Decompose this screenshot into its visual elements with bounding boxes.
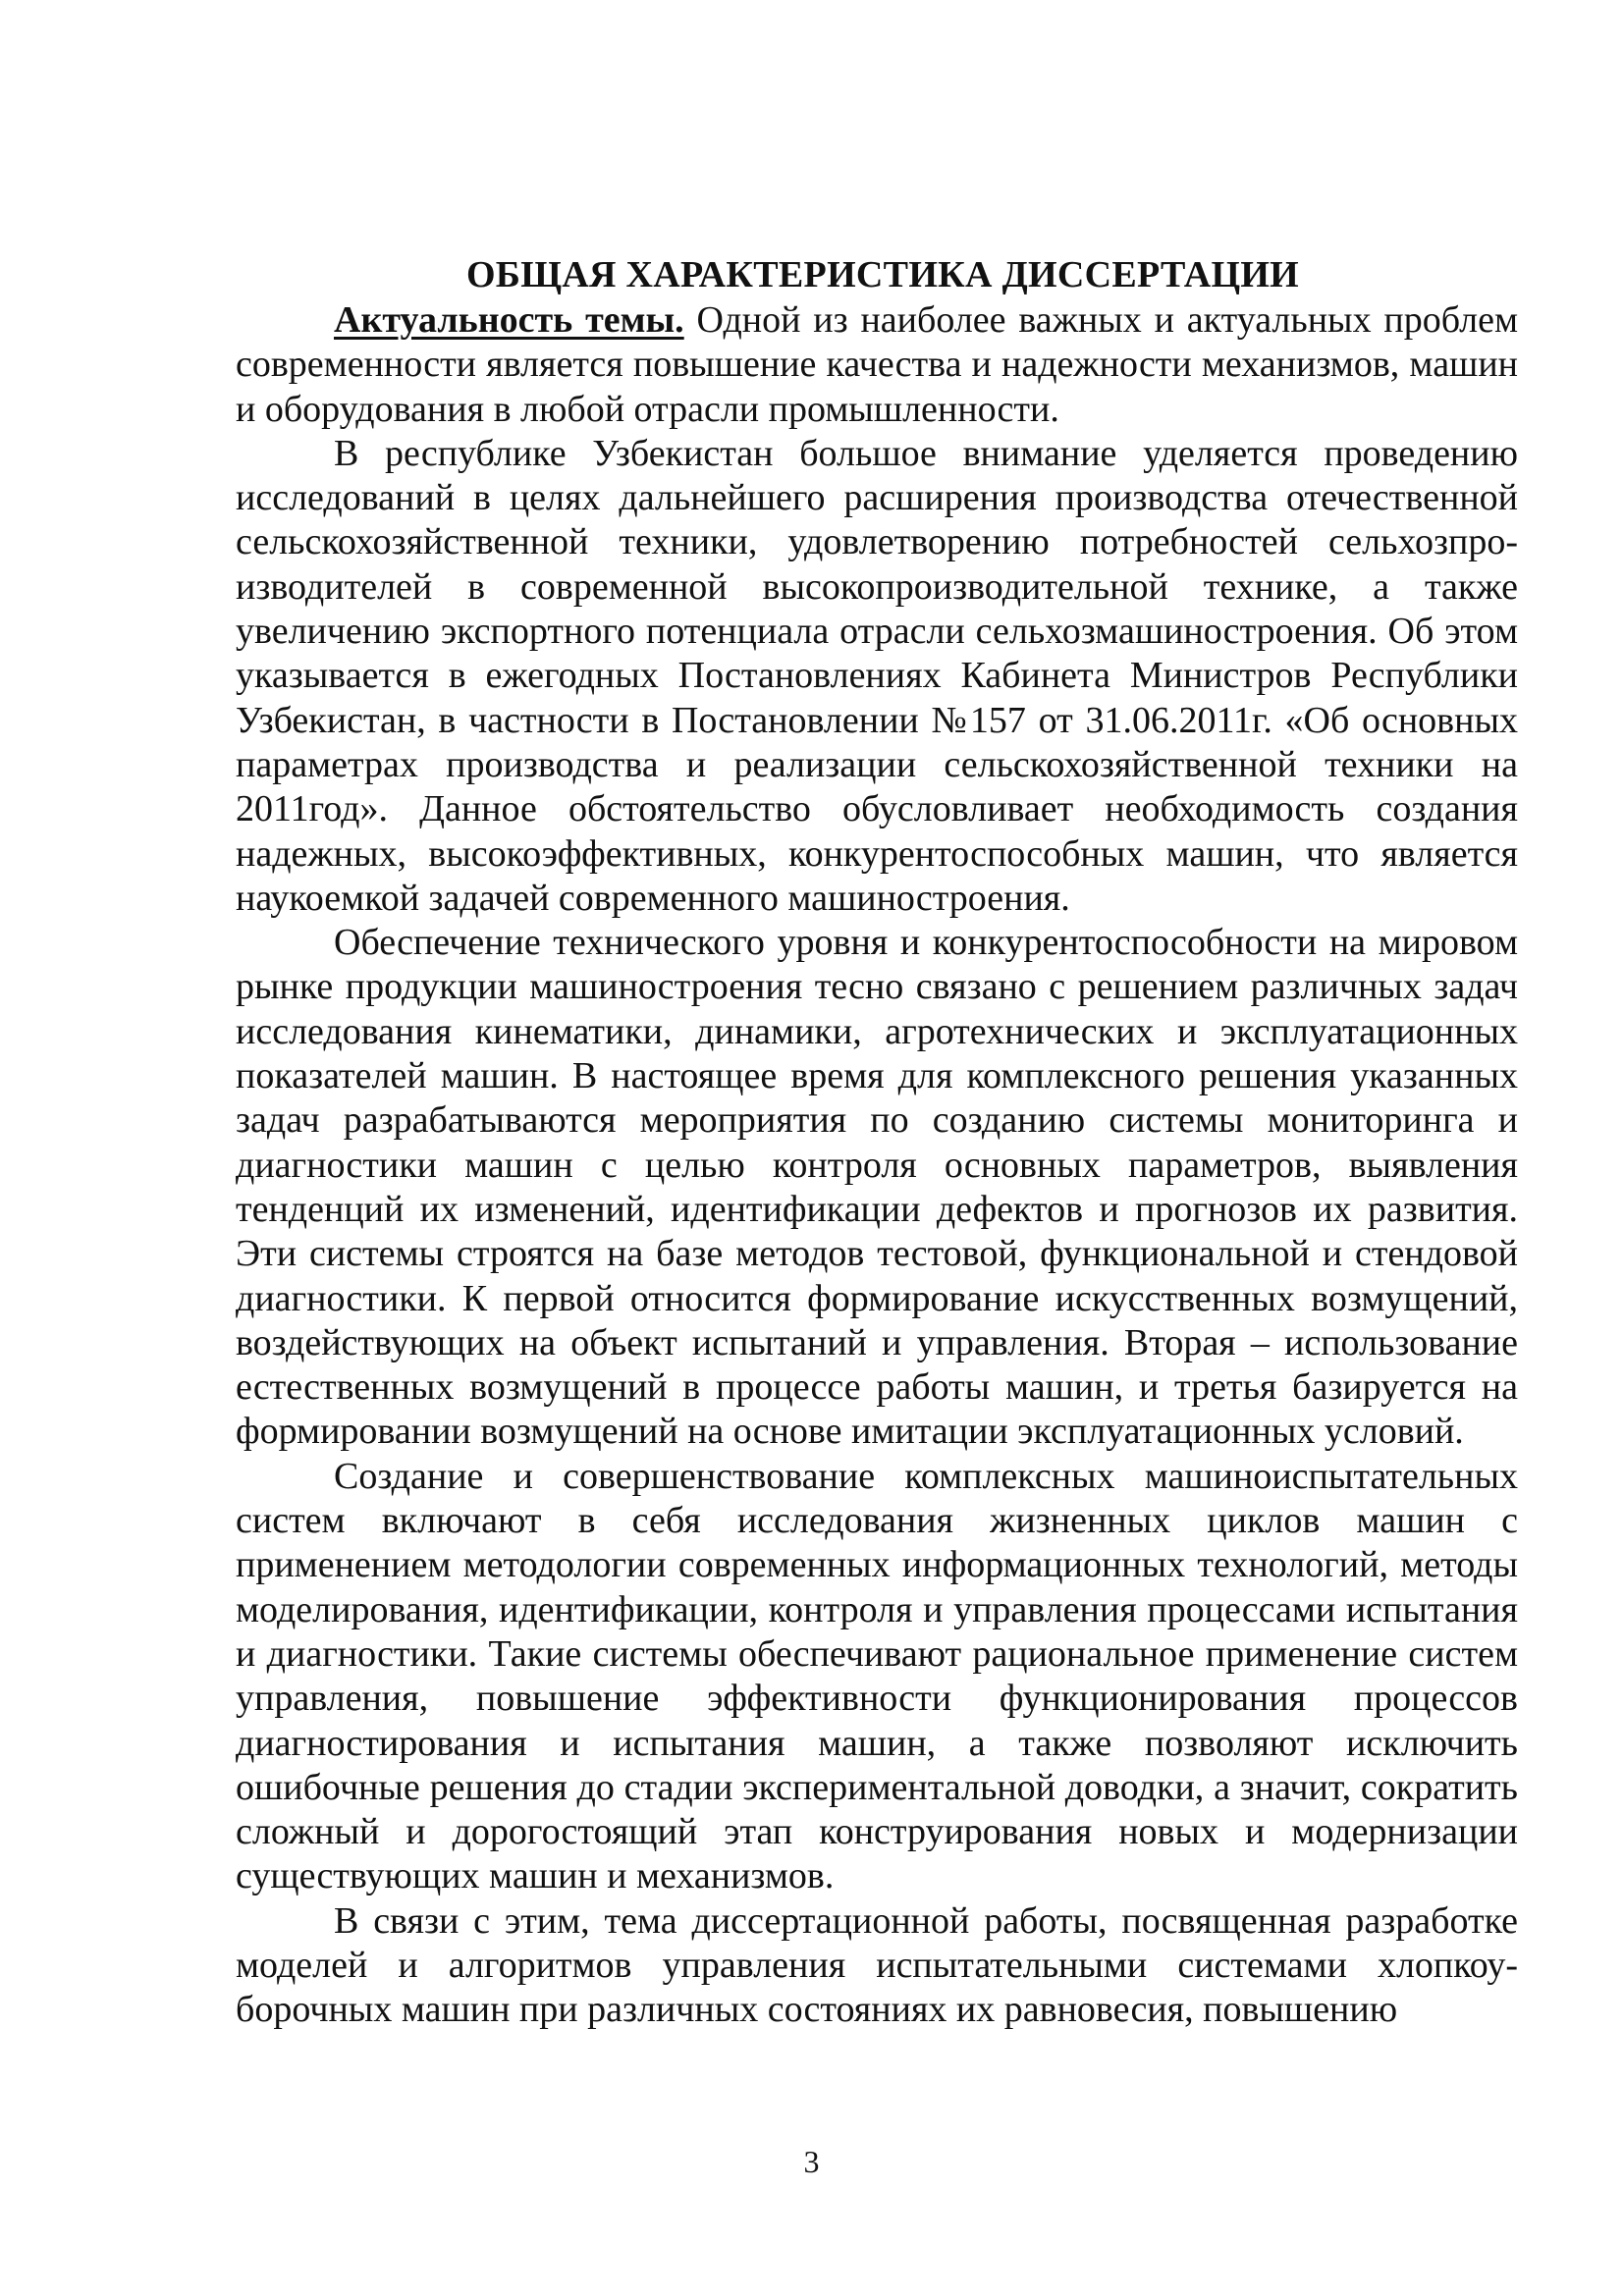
paragraph-text: Одной из наиболее важных и актуальных проблем современности является повышение качества и надежности механизмов, машин и оборудования в любой отрасли промышленности.: [236, 299, 1518, 430]
page-number: 3: [803, 2144, 820, 2179]
paragraph-monitoring-diagnostics: Обеспечение технического уровня и конкурентоспособности на мировом рынке продукции машиностроения тесно связано с решением различных задач исследования кинематики, динамики, агротехнических и эксплуатационных показателей машин. В настоящее время для комплексного решения указанных задач разрабатываются мероприятия по созданию системы мониторинга и диагностики машин с целью контроля основных параметров, выявления тенденций их изменений, идентификации дефектов и прогнозов их развития. Эти системы строятся на базе методов тестовой, функциональной и стендовой диагностики. К первой относится формирование искусственных возмущений, воздействующих на объект испытаний и управления. Вторая – использование естественных возмущений в процессе работы машин, и третья базируется на формировании возмущений на основе имитации эксплуатационных условий.: [236, 922, 1518, 1453]
section-heading: ОБЩАЯ ХАРАКТЕРИСТИКА ДИССЕРТАЦИИ: [465, 254, 1300, 295]
paragraph-testing-systems: Создание и совершенствование комплексных машиноиспытательных систем включают в себя исследования жизненных циклов машин с применением методологии современных информационных технологий, методы моделирования, идентификации, контроля и управления процессами испытания и диагностики. Такие системы обеспечивают рациональное применение систем управления, повышение эффективности функционирования процессов диагностирования и испытания машин, а также позволяют исключить ошибочные решения до стадии экспериментальной доводки, а значит, сократить сложный и дорогостоящий этап конструирования новых и модернизации существующих машин и механизмов.: [236, 1455, 1518, 1897]
page-content: [236, 251, 1518, 2033]
paragraph-relevance: [236, 298, 1518, 432]
paragraph-uzbekistan-policy: В республике Узбекистан большое внимание уделяется проведению исследований в целях дальнейшего расширения производства отечественной сельскохозяйственной техники, удовлетворению потребностей сельхозпроизводителей в современной высокопроизводительной технике, а также увеличению экспортного потенциала отрасли сельхозмашиностроения. Об этом указывается в ежегодных Постановлениях Кабинета Министров Республики Узбекистан, в частности в Постановлении №157 от 31.06.2011г. «Об основных параметрах производства и реализации сельскохозяйственной техники на 2011год». Данное обстоятельство обусловливает необходимость создания надежных, высокоэффективных, конкурентоспособных машин, что является наукоемкой задачей современного машиностроения.: [236, 432, 1518, 919]
paragraph-lead-label: Актуальность темы.: [334, 299, 684, 341]
paragraph-dissertation-topic: В связи с этим, тема диссертационной работы, посвященная разработке моделей и алгоритмов управления испытательными системами хлопкоуборочных машин при различных состояниях их равновесия, повышению: [236, 1899, 1518, 2031]
